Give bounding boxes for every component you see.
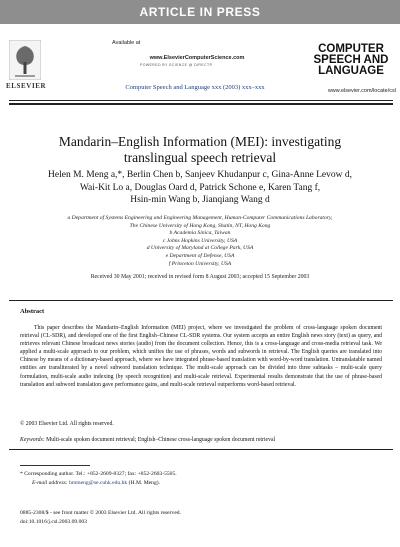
email-line [20,479,380,488]
affiliation-line: f Princeton University, USA [168,260,232,267]
journal-logo-line: SPEECH AND [313,54,389,66]
available-at-label: Available at [112,40,141,46]
affiliation-line: b Academia Sinica, Taiwan [169,230,231,237]
received-dates: Received 30 May 2001; received in revised form 8 August 2003; accepted 15 September 2003 [90,274,310,280]
footnote [20,470,380,488]
publisher-name: ELSEVIER [6,82,47,90]
sciencedirect-url[interactable]: www.ElsevierComputerScience.com [149,55,245,61]
affiliation-line: The Chinese University of Hong Kong, Shatin, NT, Hong Kong [129,222,271,229]
affiliation-line: e Department of Defense, USA [165,252,235,259]
keywords-text: Multi-scale spoken document retrieval; English–Chinese cross-language spoken document retrieval [46,437,276,443]
author-line: Helen M. Meng a,*, Berlin Chen b, Sanjeev Khudanpur c, Gina-Anne Levow d, [48,170,352,180]
issn-doi [20,509,380,526]
email-label: E-mail address: [32,480,68,486]
title-line: translingual speech retrieval [123,150,277,165]
affiliation-list [20,215,380,268]
email-link[interactable]: hmmeng@se.cuhk.edu.hk [69,480,128,486]
email-suffix: (H.M. Meng). [128,480,161,486]
keywords-label: Keywords: [20,437,45,443]
abstract-bottom-divider [9,449,393,450]
corresponding-author-note: * Corresponding author. Tel.: +852-2609-8327; fax: +852-2603-5505. [20,471,177,477]
issn-line: 0885-2308/$ - see front matter © 2003 Elsevier Ltd. All rights reserved. [20,510,181,516]
keywords [20,437,382,443]
abstract-top-divider [9,300,393,301]
header-divider-thick [9,103,393,105]
header-divider [9,100,393,101]
journal-citation: Computer Speech and Language xxx (2003) xxx–xxx [125,84,265,91]
author-line: Wai-Kit Lo a, Douglas Oard d, Patrick Schone e, Karen Tang f, [79,182,321,193]
title-line: Mandarin–English Information (MEI): investigating [58,134,342,149]
journal-logo-line: COMPUTER [318,43,384,55]
journal-logo-line: LANGUAGE [318,65,384,77]
author-line: Hsin-min Wang b, Jianqiang Wang d [130,195,270,205]
journal-logo [308,44,394,77]
elsevier-tree-logo-icon [9,40,41,80]
affiliation-line: a Department of Systems Engineering and Engineering Management, Human-Computer Communications Laboratory, [67,215,333,221]
journal-website[interactable]: www.elsevier.com/locate/csl [327,88,396,94]
powered-by-sciencedirect: POWERED BY SCIENCE @ DIRECT® [140,63,213,67]
abstract-body: This paper describes the Mandarin–English Information (MEI) project, where we investigated the problem of cross-language spoken document retrieval (CL-SDR), and developed one of the first English–Chinese CL-SDR systems. Our system accepts an entire English news story (text) as query, and retrieves relevant Chinese broadcast news stories (audio) from the document collection. Hence, this is a cross-language and cross-media retrieval task. We applied a multi-scale approach to our problem, which unifies the use of phrases, words and subwords in retrieval. The English queries are translated into Chinese by means of a dictionary-based approach, where we have integrated phrase-based translation with word-by-word translation. Untranslatable named entities are transliterated by a novel subword translation technique. The multi-scale approach can be divided into three subtasks – multi-scale query formulation, multi-scale audio indexing (by speech recognition) and multi-scale retrieval. Experimental results demonstrate that the use of phrase-based translation and subword translation gave performance gains, and multi-scale retrieval outperforms word-based retrieval. [20,325,382,388]
affiliation-line: d University of Maryland at College Park, USA [146,245,254,252]
author-list [20,169,380,207]
abstract-heading: Abstract [20,308,45,315]
paper-title [40,134,360,166]
affiliation-line: c Johns Hopkins University, USA [162,237,238,244]
doi-line[interactable]: doi:10.1016/j.csl.2003.09.003 [20,518,87,525]
article-in-press-banner: ARTICLE IN PRESS [0,0,400,24]
abstract-copyright: © 2003 Elsevier Ltd. All rights reserved. [20,421,114,427]
footnote-divider [20,465,90,466]
